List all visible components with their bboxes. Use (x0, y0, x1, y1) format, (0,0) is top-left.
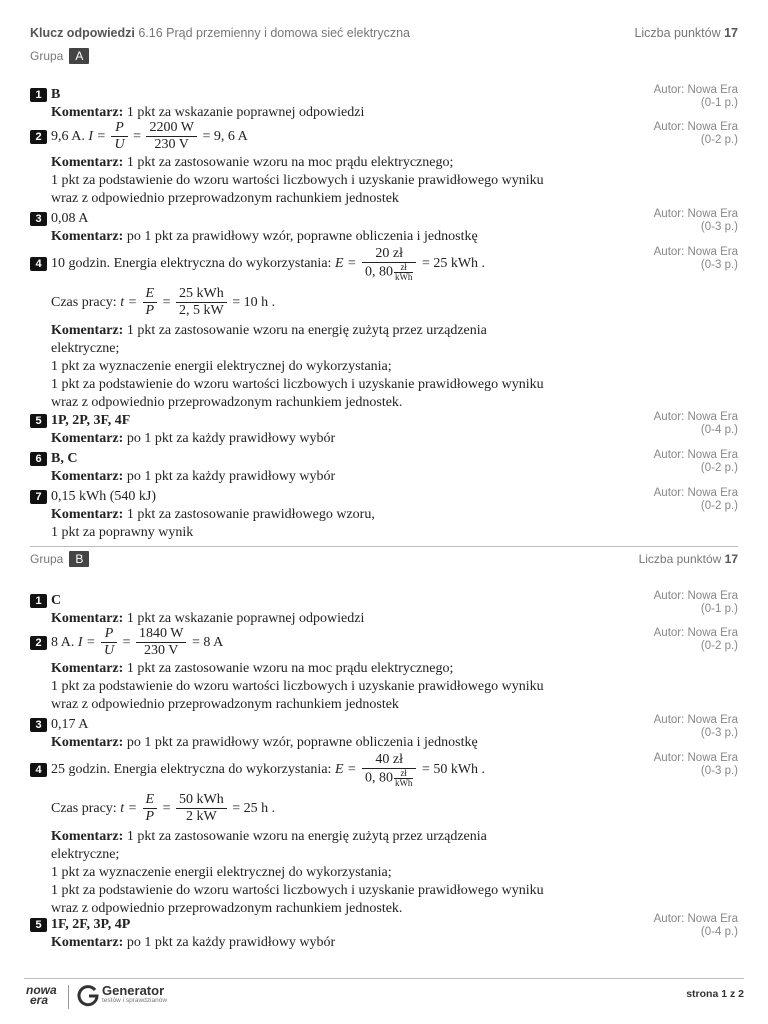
answer: 0,15 kWh (540 kJ) (51, 489, 156, 504)
question-b1: 1 C Komentarz: 1 pkt za wskazanie poprawnej odpowiedzi (30, 592, 738, 628)
comment-line: 1 pkt za podstawienie do wzoru wartości liczbowych i uzyskanie prawidłowego wyniku (51, 679, 544, 694)
comment-line: 1 pkt za wyznaczenie energii elektrycznej do wykorzystania; (51, 359, 392, 374)
comment-line: 1 pkt za podstawienie do wzoru wartości liczbowych i uzyskanie prawidłowego wyniku (51, 377, 544, 392)
comment-line: 1 pkt za wyznaczenie energii elektrycznej do wykorzystania; (51, 865, 392, 880)
comment-line: 1 pkt za poprawny wynik (51, 525, 194, 540)
author-info: Autor: Nowa Era (0-3 p.) (653, 714, 738, 739)
page-footer (24, 978, 744, 1019)
question-a6: 6 B, C Komentarz: po 1 pkt za każdy prawidłowy wybór (30, 450, 738, 486)
author-info: Autor: Nowa Era (0-3 p.) (653, 752, 738, 777)
page-number: strona 1 z 2 (686, 988, 744, 1000)
formula-fraction: $\frac{P}{U}$ (111, 120, 127, 153)
question-number: 5 (30, 414, 47, 428)
question-number: 2 (30, 130, 47, 144)
formula-fraction: $\frac{\text{50 kWh}}{2 kW}$ (176, 792, 227, 825)
author-info: Autor: Nowa Era (0-4 p.) (653, 913, 738, 938)
comment-line: wraz z odpowiednio przeprowadzonym rachunkiem jednostek (51, 697, 399, 712)
formula-fraction: $\frac{2200 W}{230 V}$ (146, 120, 196, 153)
formula-fraction: $\frac{1840 W}{230 V}$ (136, 626, 186, 659)
comment: 1 pkt za wskazanie poprawnej odpowiedzi (126, 611, 365, 626)
question-b3: 3 0,17 A Komentarz: po 1 pkt za prawidłowy wzór, poprawne obliczenia i jednostkę (30, 716, 738, 752)
answer: 0,17 A (51, 717, 89, 732)
comment: 1 pkt za zastosowanie wzoru na moc prądu elektrycznego; (126, 155, 454, 170)
answer: 8 A. (51, 635, 75, 650)
formula-fraction: $\frac{\text{25 kWh}}{2, 5 kW}$ (176, 286, 227, 319)
document-title: Klucz odpowiedzi 6.16 Prąd przemienny i domowa sieć elektryczna (30, 26, 410, 40)
comment: po 1 pkt za każdy prawidłowy wybór (126, 935, 336, 950)
author-info: Autor: Nowa Era (0-2 p.) (653, 627, 738, 652)
question-number: 3 (30, 718, 47, 732)
generator-g-icon (76, 983, 100, 1012)
comment: 1 pkt za wskazanie poprawnej odpowiedzi (126, 105, 365, 120)
comment-line: 1 pkt za podstawienie do wzoru wartości liczbowych i uzyskanie prawidłowego wyniku (51, 173, 544, 188)
comment: 1 pkt za zastosowanie wzoru na moc prądu elektrycznego; (126, 661, 454, 676)
question-a4: 4 10 godzin. Energia elektryczna do wykorzystania: E = 20 zł 0, 80 $\frac{zł}{\text{kWh}}$ = 25 kWh . Czas pracy: t = $\frac{E}{P}$ = $\frac{\text{25 kWh}}{2, 5 kW}$ = 10 h . Komentarz: 1 pkt za zastosowanie wzoru na energię zużytą przez urządzenia elektryczne; 1 pkt za wyznaczenie energii elektrycznej do wykorzystania; 1 pkt za podstawienie do wzoru wartości liczbowych i uzyskanie prawidłowego wyniku wraz z odpowiednio przeprowadzonym rachunkiem jednostek. (30, 244, 738, 412)
question-a2: 2 9,6 A. I = $\frac{P}{U}$ = $\frac{2200 W}{230 V}$ = 9, 6 A Komentarz: 1 pkt za zastosowanie wzoru na moc prądu elektrycznego; 1 pkt za podstawienie do wzoru wartości liczbowych i uzyskanie prawidłowego wyniku wraz z odpowiednio przeprowadzonym rachunkiem jednostek (30, 120, 738, 208)
question-a3: 3 0,08 A Komentarz: po 1 pkt za prawidłowy wzór, poprawne obliczenia i jednostkę (30, 210, 738, 246)
question-b4: 4 25 godzin. Energia elektryczna do wykorzystania: E = 40 zł 0, 80 $\frac{zł}{\text{kWh}}$ = 50 kWh . Czas pracy: t = $\frac{E}{P}$ = $\frac{\text{50 kWh}}{2 kW}$ = 25 h . Komentarz: 1 pkt za zastosowanie wzoru na energię zużytą przez urządzenia elektryczne; 1 pkt za wyznaczenie energii elektrycznej do wykorzystania; 1 pkt za podstawienie do wzoru wartości liczbowych i uzyskanie prawidłowego wyniku wraz z odpowiednio przeprowadzonym rachunkiem jednostek. (30, 750, 738, 918)
question-number: 1 (30, 88, 47, 102)
author-info: Autor: Nowa Era (0-2 p.) (653, 487, 738, 512)
group-b-header: Grupa B Liczba punktów 17 (30, 552, 738, 566)
question-b2: 2 8 A. I = $\frac{P}{U}$ = $\frac{1840 W}{230 V}$ = 8 A Komentarz: 1 pkt za zastosowanie wzoru na moc prądu elektrycznego; 1 pkt za podstawienie do wzoru wartości liczbowych i uzyskanie prawidłowego wyniku wraz z odpowiednio przeprowadzonym rachunkiem jednostek (30, 626, 738, 714)
author-info: Autor: Nowa Era (0-4 p.) (653, 411, 738, 436)
comment-line: wraz z odpowiednio przeprowadzonym rachunkiem jednostek (51, 191, 399, 206)
author-info: Autor: Nowa Era (0-3 p.) (653, 246, 738, 271)
nowa-era-logo: nowa era (26, 983, 57, 1007)
comment-line: wraz z odpowiednio przeprowadzonym rachunkiem jednostek. (51, 901, 403, 916)
comment-line: wraz z odpowiednio przeprowadzonym rachunkiem jednostek. (51, 395, 403, 410)
answer: 1P, 2P, 3F, 4F (51, 413, 131, 428)
formula-fraction: 20 zł 0, 80 $\frac{zł}{\text{kWh}}$ (362, 246, 417, 282)
group-a-header: Grupa A (30, 48, 738, 64)
question-number: 1 (30, 594, 47, 608)
answer: 9,6 A. (51, 129, 85, 144)
answer: B (51, 87, 61, 102)
comment: po 1 pkt za prawidłowy wzór, poprawne obliczenia i jednostkę (126, 735, 478, 750)
question-number: 4 (30, 763, 47, 777)
question-number: 4 (30, 257, 47, 271)
formula-fraction: $\frac{P}{U}$ (101, 626, 117, 659)
answer: 1F, 2F, 3P, 4P (51, 917, 131, 932)
generator-logo-title: Generator (102, 983, 165, 998)
comment: 1 pkt za zastosowanie wzoru na energię zużytą przez urządzenia (126, 829, 487, 844)
formula-fraction: 40 zł 0, 80 $\frac{zł}{\text{kWh}}$ (362, 752, 417, 788)
comment-line: 1 pkt za podstawienie do wzoru wartości liczbowych i uzyskanie prawidłowego wyniku (51, 883, 544, 898)
author-info: Autor: Nowa Era (0-2 p.) (653, 121, 738, 146)
page-header (30, 26, 738, 40)
author-info: Autor: Nowa Era (0-2 p.) (653, 449, 738, 474)
formula-fraction: $\frac{E}{P}$ (143, 286, 158, 319)
question-number: 7 (30, 490, 47, 504)
total-points: Liczba punktów 17 (638, 552, 738, 566)
comment: po 1 pkt za każdy prawidłowy wybór (126, 431, 336, 446)
answer: C (51, 593, 62, 608)
answer: 0,08 A (51, 211, 89, 226)
question-number: 2 (30, 636, 47, 650)
comment: po 1 pkt za prawidłowy wzór, poprawne obliczenia i jednostkę (126, 229, 478, 244)
question-number: 3 (30, 212, 47, 226)
question-a7: 7 0,15 kWh (540 kJ) Komentarz: 1 pkt za zastosowanie prawidłowego wzoru, 1 pkt za poprawny wynik (30, 488, 738, 542)
author-info: Autor: Nowa Era (0-1 p.) (653, 84, 738, 109)
formula-fraction: $\frac{E}{P}$ (143, 792, 158, 825)
author-info: Autor: Nowa Era (0-3 p.) (653, 208, 738, 233)
comment-line: elektryczne; (51, 847, 120, 862)
logo-divider (68, 985, 69, 1009)
author-info: Autor: Nowa Era (0-1 p.) (653, 590, 738, 615)
group-badge: B (69, 551, 89, 567)
answer: B, C (51, 451, 78, 466)
group-separator (30, 546, 738, 547)
generator-logo-subtitle: testów i sprawdzianów (102, 997, 168, 1004)
comment-line: elektryczne; (51, 341, 120, 356)
comment: 1 pkt za zastosowanie wzoru na energię zużytą przez urządzenia (126, 323, 487, 338)
question-a5: 5 1P, 2P, 3F, 4F Komentarz: po 1 pkt za każdy prawidłowy wybór (30, 412, 738, 448)
question-a1: 1 B Komentarz: 1 pkt za wskazanie poprawnej odpowiedzi (30, 86, 738, 122)
total-points: Liczba punktów 17 (634, 26, 738, 40)
question-number: 5 (30, 918, 47, 932)
comment: po 1 pkt za każdy prawidłowy wybór (126, 469, 336, 484)
question-number: 6 (30, 452, 47, 466)
question-b5: 5 1F, 2F, 3P, 4P Komentarz: po 1 pkt za każdy prawidłowy wybór (30, 916, 738, 952)
comment: 1 pkt za zastosowanie prawidłowego wzoru, (126, 507, 375, 522)
group-badge: A (69, 48, 89, 64)
